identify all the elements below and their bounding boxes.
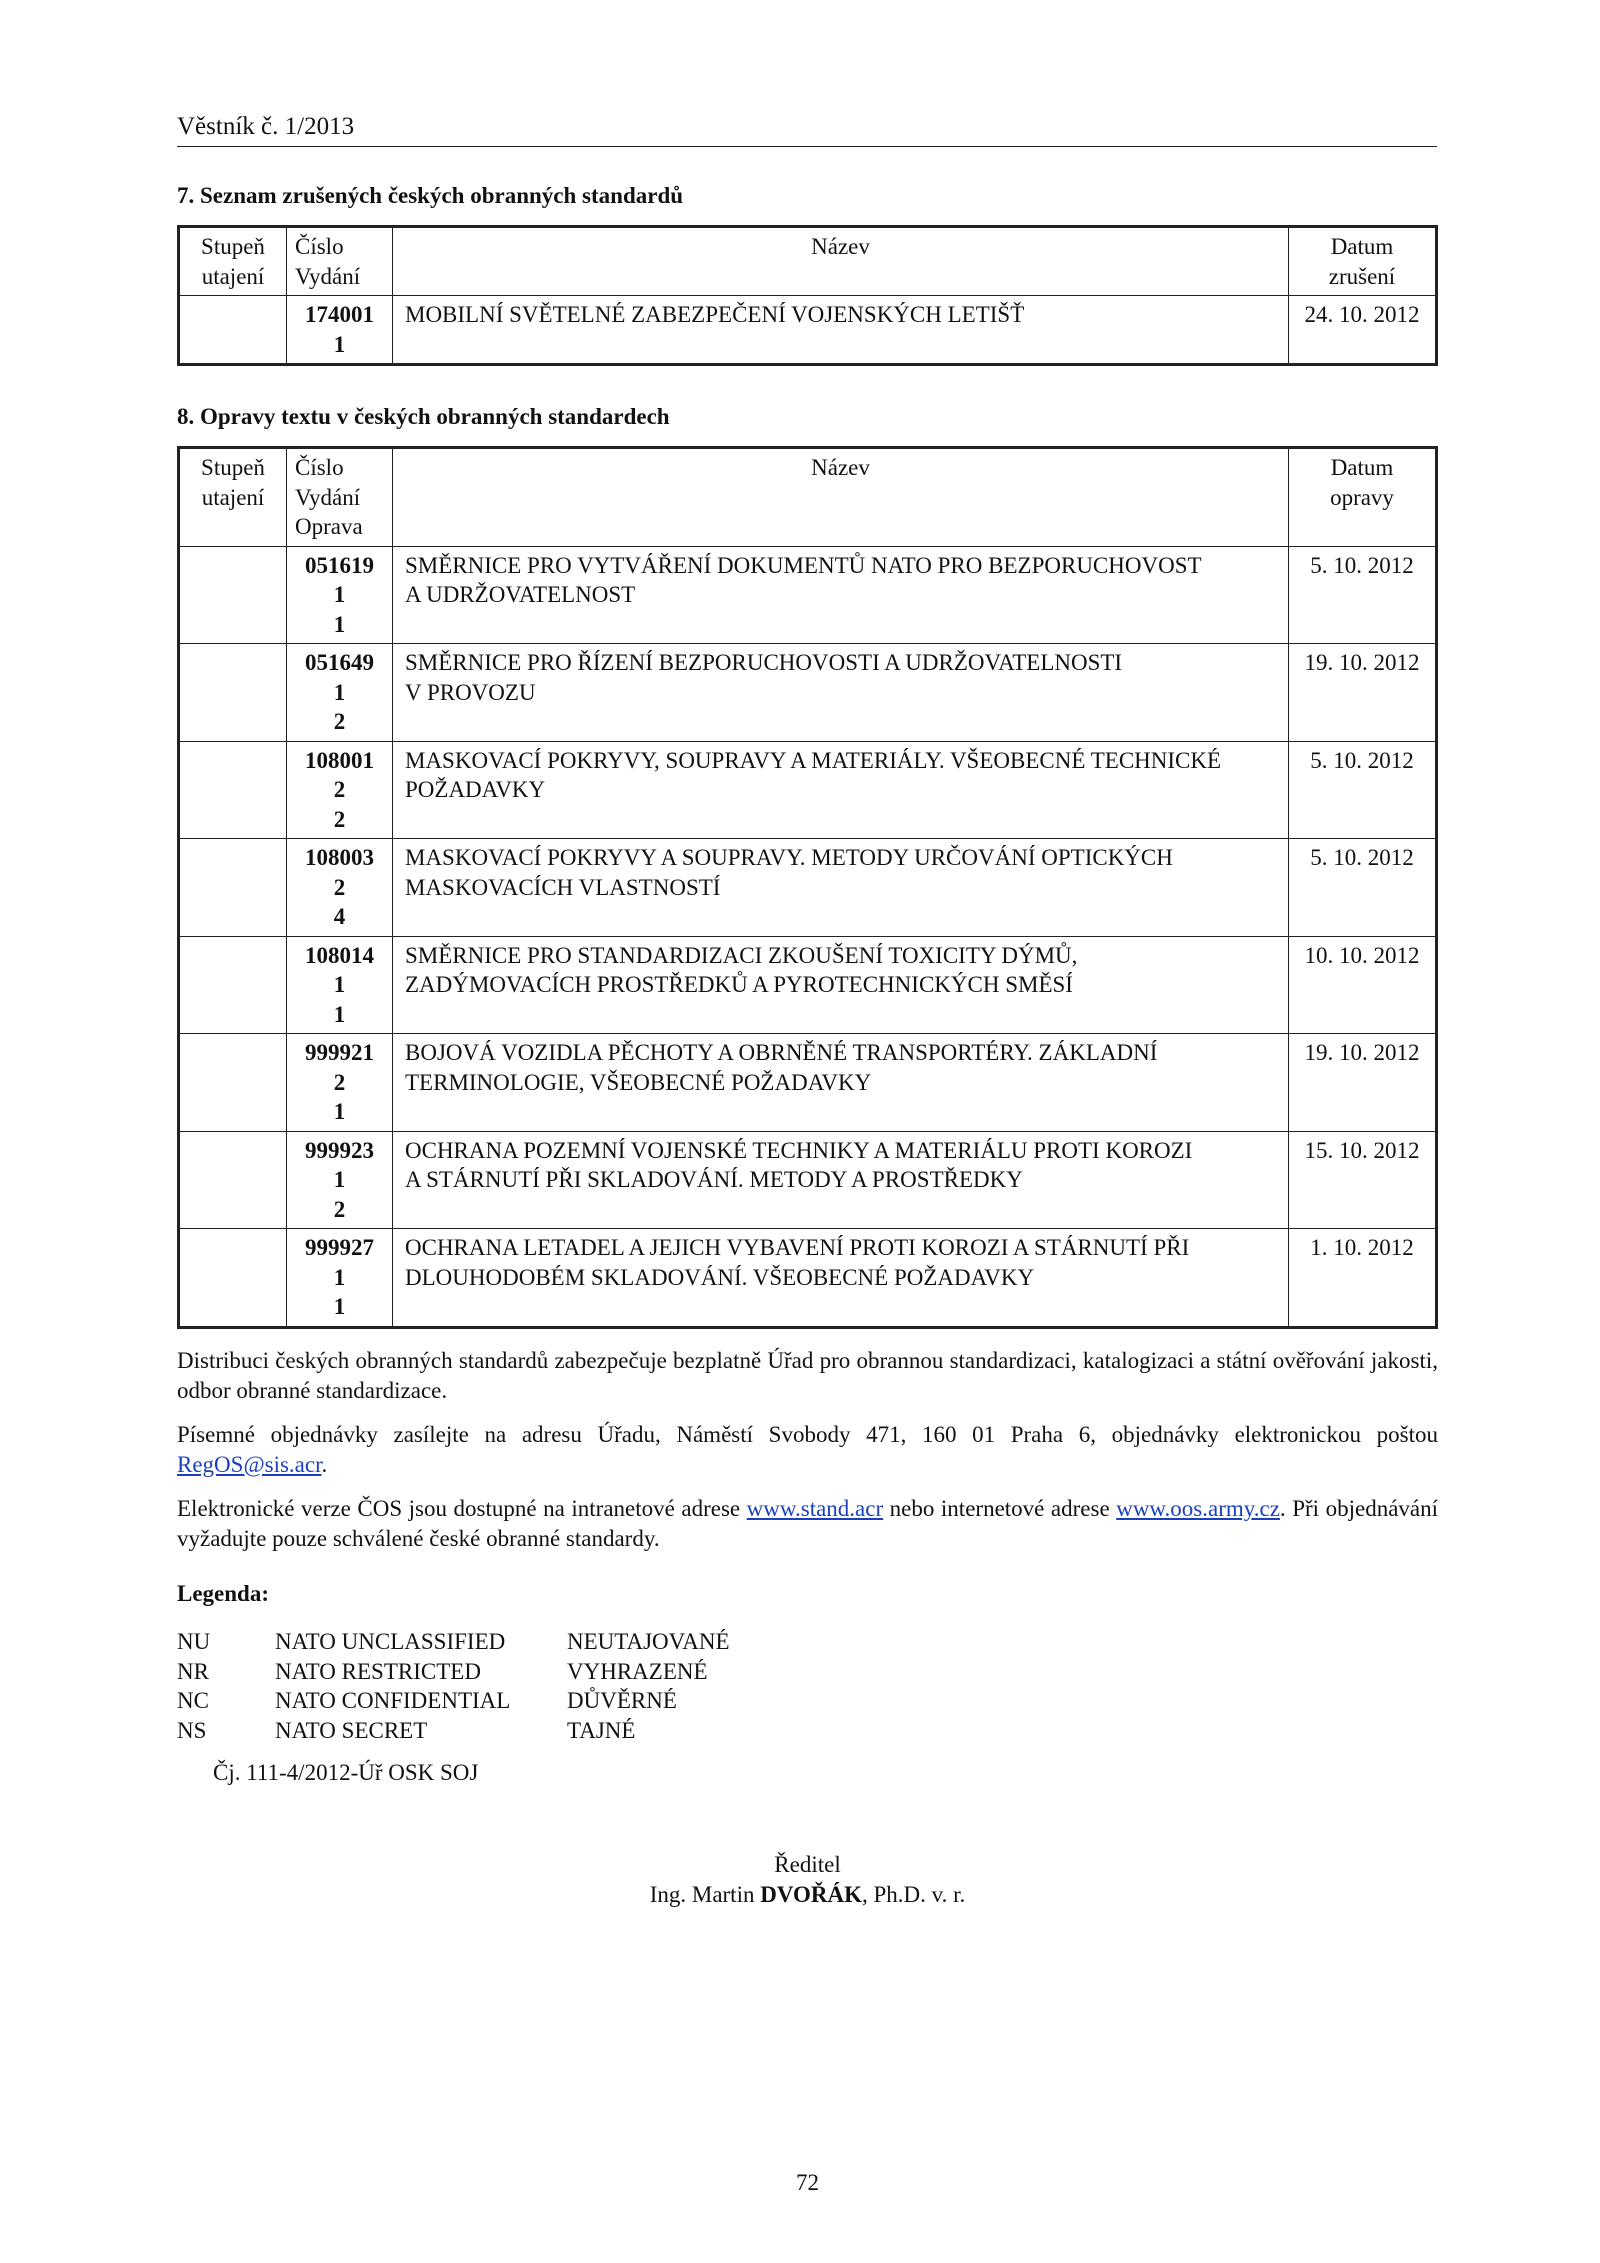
cell-cislo: 999923 1 2 [287, 1131, 393, 1229]
electronic-versions-paragraph: Elektronické verze ČOS jsou dostupné na intranetové adrese www.stand.acr nebo internetové adrese www.oos.army.cz. Při objednávání vyžadujte pouze schválené české obranné standardy. [177, 1496, 1439, 1551]
col-header-stupen: Stupeň utajení [179, 448, 287, 547]
cell-datum: 5. 10. 2012 [1289, 546, 1437, 644]
table-row [179, 936, 1437, 1034]
reference-number: Čj. 111-4/2012-Úř OSK SOJ [213, 1760, 479, 1785]
table-row [179, 1229, 1437, 1328]
page-header: Věstník č. 1/2013 [177, 112, 1437, 147]
table-row [179, 839, 1437, 937]
legend-item: NR NATO RESTRICTED VYHRAZENÉ [177, 1658, 708, 1684]
signature-role: Ředitel [774, 1852, 841, 1877]
cell-nazev: BOJOVÁ VOZIDLA PĚCHOTY A OBRNĚNÉ TRANSPORTÉRY. ZÁKLADNÍ TERMINOLOGIE, VŠEOBECNÉ POŽADAVKY [393, 1034, 1289, 1132]
col-header-cislo: Číslo Vydání [287, 227, 393, 296]
cell-cislo: 108003 2 4 [287, 839, 393, 937]
cell-nazev: MASKOVACÍ POKRYVY, SOUPRAVY A MATERIÁLY. VŠEOBECNÉ TECHNICKÉ POŽADAVKY [393, 741, 1289, 839]
cell-stupen [179, 644, 287, 742]
cell-nazev: OCHRANA POZEMNÍ VOJENSKÉ TECHNIKY A MATERIÁLU PROTI KOROZI A STÁRNUTÍ PŘI SKLADOVÁNÍ. METODY A PROSTŘEDKY [393, 1131, 1289, 1229]
table-row [179, 546, 1437, 644]
cell-datum: 5. 10. 2012 [1289, 741, 1437, 839]
cell-nazev: SMĚRNICE PRO ŘÍZENÍ BEZPORUCHOVOSTI A UDRŽOVATELNOSTI V PROVOZU [393, 644, 1289, 742]
table-row [179, 296, 1437, 365]
cell-cislo: 999921 2 1 [287, 1034, 393, 1132]
legend-title: Legenda: [177, 1581, 269, 1606]
cell-datum: 10. 10. 2012 [1289, 936, 1437, 1034]
distribution-paragraph: Distribuci českých obranných standardů zabezpečuje bezplatně Úřad pro obrannou standardizaci, katalogizaci a státní ověřování jakosti, odbor obranné standardizace. [177, 1348, 1438, 1403]
cell-stupen [179, 546, 287, 644]
cell-stupen [179, 1229, 287, 1328]
col-header-stupen: Stupeň utajení [179, 227, 287, 296]
signature-block [177, 1850, 1438, 1910]
table-row [179, 741, 1437, 839]
col-header-datum: Datum opravy [1289, 448, 1437, 547]
table-row [179, 1034, 1437, 1132]
cell-cislo: 108014 1 1 [287, 936, 393, 1034]
page-number: 72 [796, 2170, 819, 2195]
cell-stupen [179, 839, 287, 937]
internet-link[interactable]: www.oos.army.cz [1116, 1496, 1280, 1521]
cell-nazev: MOBILNÍ SVĚTELNÉ ZABEZPEČENÍ VOJENSKÝCH LETIŠŤ [393, 296, 1289, 365]
section-7-title: 7. Seznam zrušených českých obranných standardů [177, 183, 684, 208]
cell-datum: 19. 10. 2012 [1289, 644, 1437, 742]
cell-nazev: OCHRANA LETADEL A JEJICH VYBAVENÍ PROTI KOROZI A STÁRNUTÍ PŘI DLOUHODOBÉM SKLADOVÁNÍ. VŠEOBECNÉ POŽADAVKY [393, 1229, 1289, 1328]
cell-cislo: 051619 1 1 [287, 546, 393, 644]
col-header-cislo: Číslo Vydání Oprava [287, 448, 393, 547]
cell-stupen [179, 936, 287, 1034]
cell-datum: 1. 10. 2012 [1289, 1229, 1437, 1328]
cell-cislo: 174001 1 [287, 296, 393, 365]
cell-stupen [179, 296, 287, 365]
col-header-nazev: Název [393, 227, 1289, 296]
cell-cislo: 999927 1 1 [287, 1229, 393, 1328]
table-row [179, 1131, 1437, 1229]
cell-datum: 19. 10. 2012 [1289, 1034, 1437, 1132]
cell-nazev: MASKOVACÍ POKRYVY A SOUPRAVY. METODY URČOVÁNÍ OPTICKÝCH MASKOVACÍCH VLASTNOSTÍ [393, 839, 1289, 937]
signature-name: Ing. Martin DVOŘÁK, Ph.D. v. r. [649, 1882, 966, 1907]
intranet-link[interactable]: www.stand.acr [746, 1496, 884, 1521]
table-row [179, 644, 1437, 742]
email-link[interactable]: RegOS@sis.acr [177, 1451, 322, 1477]
cell-datum: 15. 10. 2012 [1289, 1131, 1437, 1229]
section-8-title: 8. Opravy textu v českých obranných standardech [177, 404, 670, 429]
cancelled-standards-table [177, 225, 1438, 366]
orders-paragraph: Písemné objednávky zasílejte na adresu Úřadu, Náměstí Svobody 471, 160 01 Praha 6, objednávky elektronickou poštou RegOS@sis.acr. [177, 1422, 1438, 1477]
cell-datum: 5. 10. 2012 [1289, 839, 1437, 937]
col-header-datum: Datum zrušení [1289, 227, 1437, 296]
cell-stupen [179, 1034, 287, 1132]
cell-datum: 24. 10. 2012 [1289, 296, 1437, 365]
corrections-table [177, 446, 1438, 1329]
cell-nazev: SMĚRNICE PRO VYTVÁŘENÍ DOKUMENTŮ NATO PRO BEZPORUCHOVOST A UDRŽOVATELNOST [393, 546, 1289, 644]
cell-stupen [179, 1131, 287, 1229]
cell-cislo: 108001 2 2 [287, 741, 393, 839]
legend-item: NC NATO CONFIDENTIAL DŮVĚRNÉ [177, 1688, 677, 1713]
legend [177, 1627, 730, 1745]
cell-stupen [179, 741, 287, 839]
table-header-row [179, 227, 1437, 296]
cell-cislo: 051649 1 2 [287, 644, 393, 742]
cell-nazev: SMĚRNICE PRO STANDARDIZACI ZKOUŠENÍ TOXICITY DÝMŮ, ZADÝMOVACÍCH PROSTŘEDKŮ A PYROTECHNICKÝCH SMĚSÍ [393, 936, 1289, 1034]
col-header-nazev: Název [393, 448, 1289, 547]
table-header-row [179, 448, 1437, 547]
legend-item: NS NATO SECRET TAJNÉ [177, 1717, 636, 1743]
legend-item: NU NATO UNCLASSIFIED NEUTAJOVANÉ [177, 1629, 730, 1654]
